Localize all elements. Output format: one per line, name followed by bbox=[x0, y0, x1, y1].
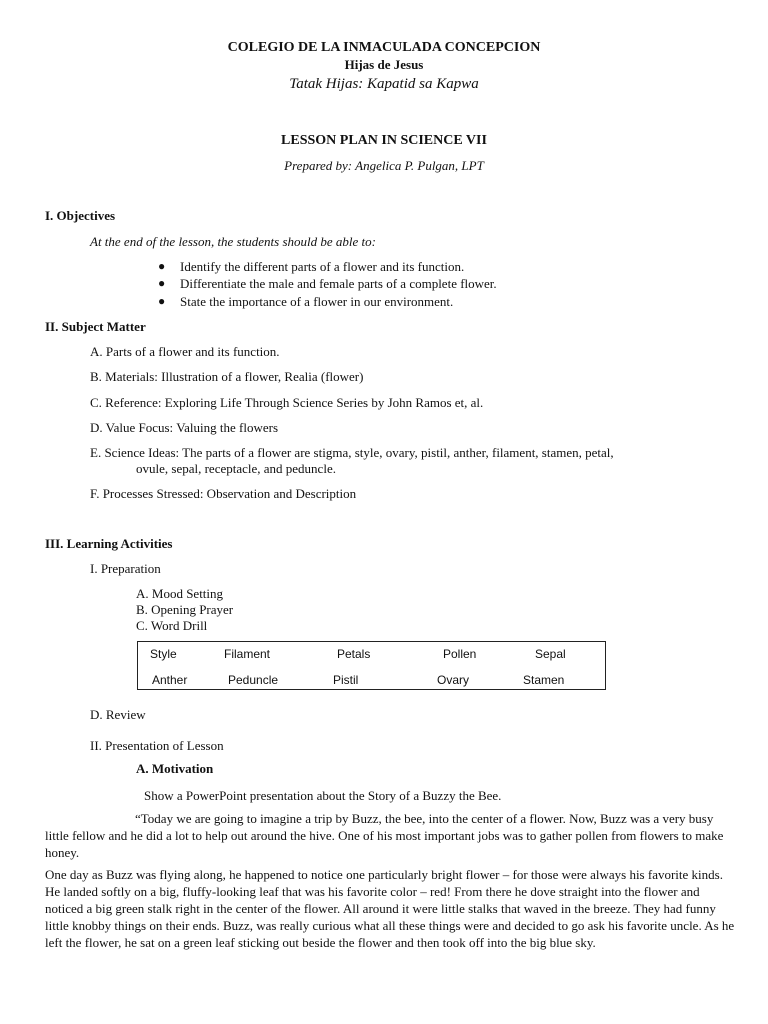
review-item: D. Review bbox=[90, 707, 146, 722]
subject-item-f: F. Processes Stressed: Observation and Description bbox=[90, 486, 357, 501]
subject-item-e-line1: E. Science Ideas: The parts of a flower are stigma, style, ovary, pistil, anther, filament, stamen, petal, bbox=[90, 445, 614, 460]
subject-item-b: B. Materials: Illustration of a flower, Realia (flower) bbox=[90, 369, 364, 384]
word-drill-word: Peduncle bbox=[228, 673, 279, 687]
word-drill-word: Ovary bbox=[437, 673, 470, 687]
learning-activities-heading: III. Learning Activities bbox=[45, 536, 173, 551]
word-drill-word: Petals bbox=[337, 647, 371, 661]
prepared-by: Prepared by: Angelica P. Pulgan, LPT bbox=[284, 158, 484, 173]
bullet-icon: ● bbox=[158, 294, 166, 308]
word-drill-word: Style bbox=[150, 647, 177, 661]
subject-item-c: C. Reference: Exploring Life Through Science Series by John Ramos et, al. bbox=[90, 395, 484, 410]
objective-item: Differentiate the male and female parts of a complete flower. bbox=[180, 276, 497, 291]
word-drill-word: Stamen bbox=[523, 673, 565, 687]
objective-item: State the importance of a flower in our environment. bbox=[180, 294, 454, 309]
motivation-heading: A. Motivation bbox=[136, 761, 214, 776]
objectives-intro: At the end of the lesson, the students should be able to: bbox=[90, 234, 376, 249]
congregation-name: Hijas de Jesus bbox=[344, 57, 424, 72]
word-drill-word: Filament bbox=[224, 647, 271, 661]
powerpoint-instruction: Show a PowerPoint presentation about the Story of a Buzzy the Bee. bbox=[144, 788, 502, 803]
subject-item-e-line2: ovule, sepal, receptacle, and peduncle. bbox=[136, 461, 336, 476]
word-drill-word: Sepal bbox=[535, 647, 566, 661]
bullet-icon: ● bbox=[158, 259, 166, 273]
word-drill-word: Pistil bbox=[333, 673, 359, 687]
bullet-icon: ● bbox=[158, 276, 166, 290]
preparation-heading: I. Preparation bbox=[90, 561, 161, 576]
objectives-heading: I. Objectives bbox=[45, 208, 116, 223]
prep-item-mood-setting: A. Mood Setting bbox=[136, 586, 224, 601]
prep-item-word-drill: C. Word Drill bbox=[136, 618, 208, 633]
story-paragraph-1: “Today we are going to imagine a trip by Buzz, the bee, into the center of a flower. Now, Buzz was a very busy little fellow and he did a lot to help out around the hive. One of his most important jobs was to gather pollen from flowers to make honey. bbox=[45, 811, 724, 860]
lesson-plan-title: LESSON PLAN IN SCIENCE VII bbox=[281, 133, 487, 148]
subject-item-d: D. Value Focus: Valuing the flowers bbox=[90, 420, 278, 435]
presentation-heading: II. Presentation of Lesson bbox=[90, 738, 224, 753]
subject-matter-heading: II. Subject Matter bbox=[45, 319, 146, 334]
school-motto: Tatak Hijas: Kapatid sa Kapwa bbox=[289, 76, 479, 92]
school-name: COLEGIO DE LA INMACULADA CONCEPCION bbox=[227, 40, 541, 55]
story-paragraph-2: One day as Buzz was flying along, he happened to notice one particularly bright flower – for those were always his favorite kinds. He landed softly on a big, fluffy-looking leaf that was his favorite color – red! From there he dove straight into the flower and noticed a big green stalk right in the center of the flower. All around it were little stalks that waved in the breeze. They had funny little knobby things on their ends. Buzz, was really curious what all these things were and decided to go ask his favorite uncle. As he left the flower, he sat on a green leaf sticking out beside the flower and then took off into the big blue sky. bbox=[45, 867, 735, 950]
subject-item-a: A. Parts of a flower and its function. bbox=[90, 344, 280, 359]
word-drill-word: Pollen bbox=[443, 647, 477, 661]
objective-item: Identify the different parts of a flower and its function. bbox=[180, 259, 465, 274]
word-drill-box bbox=[137, 641, 606, 690]
word-drill-word: Anther bbox=[152, 673, 188, 687]
prep-item-opening-prayer: B. Opening Prayer bbox=[136, 602, 234, 617]
